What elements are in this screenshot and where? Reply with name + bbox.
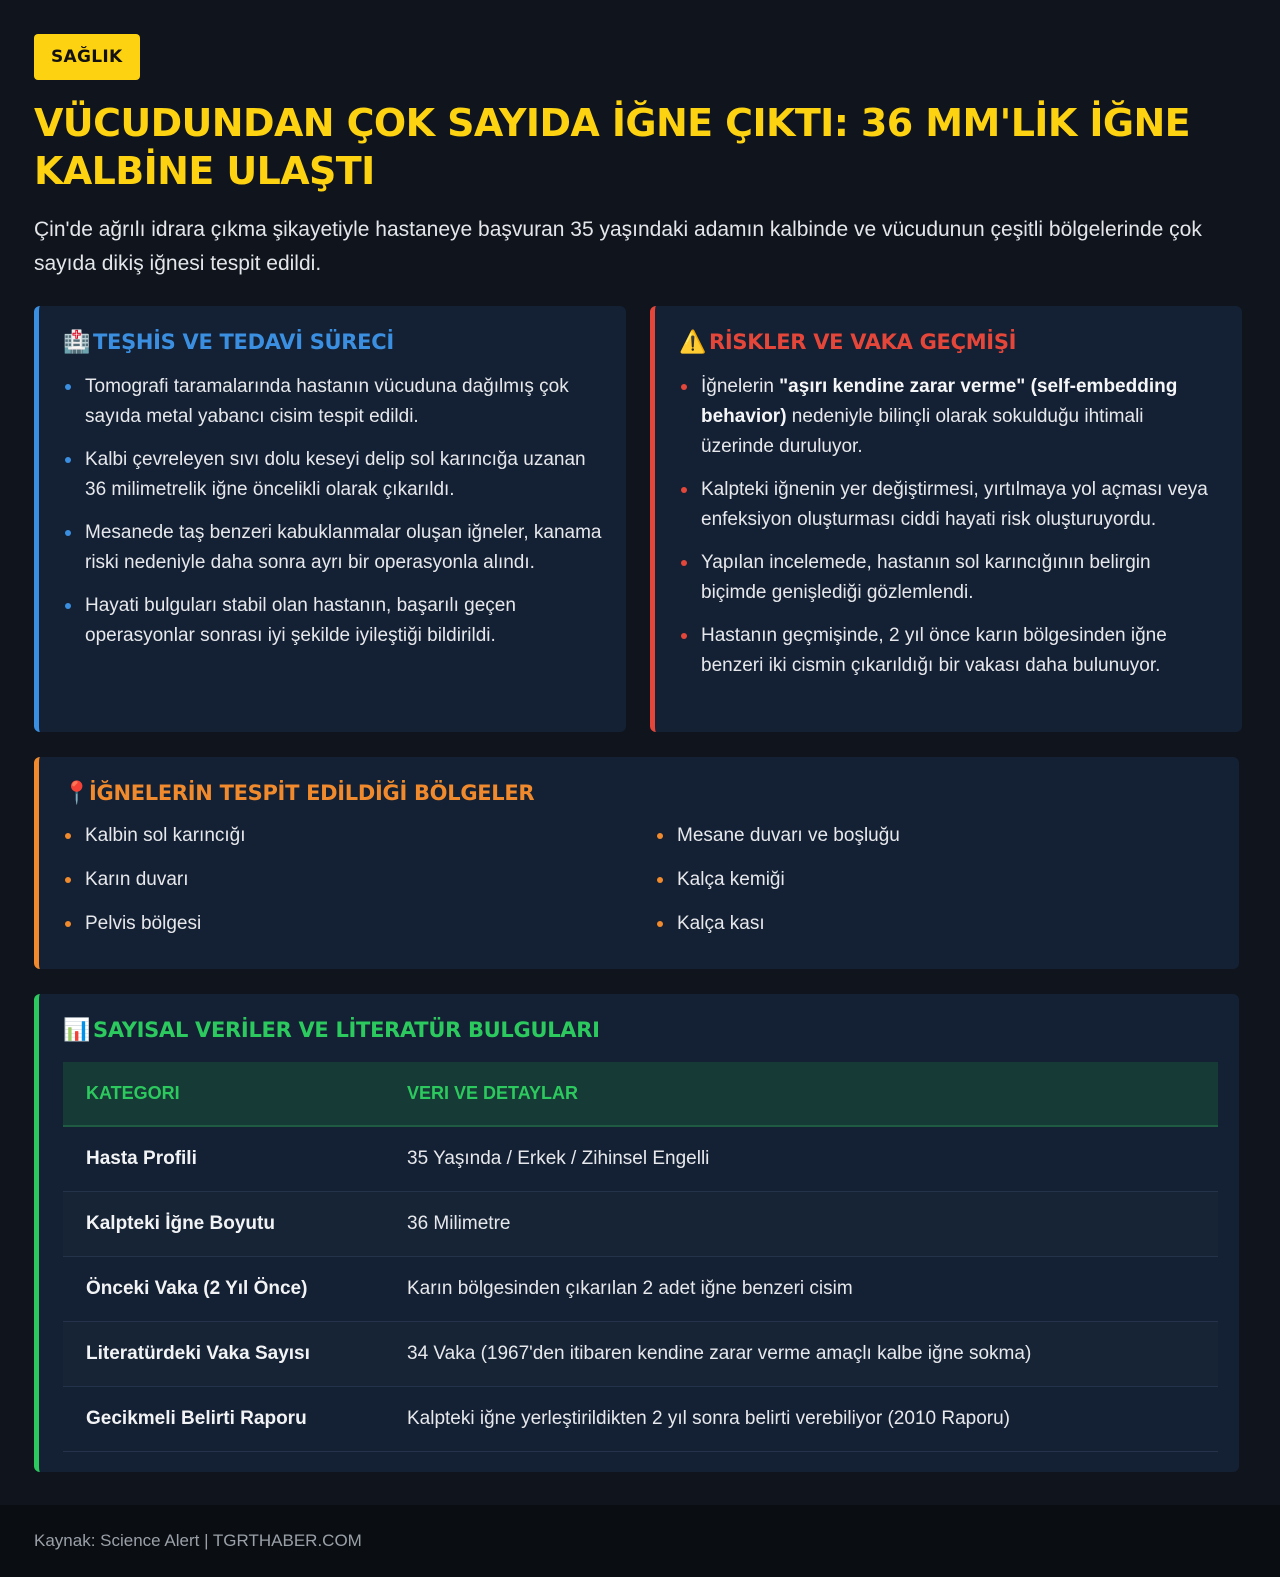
list-item: Kalça kemiği [655, 865, 1215, 895]
row-key: Kalpteki İğne Boyutu [63, 1191, 384, 1256]
row-key: Gecikmeli Belirti Raporu [63, 1386, 384, 1451]
table-row [63, 1256, 1218, 1321]
stats-table [63, 1062, 1218, 1452]
lead-paragraph: Çin'de ağrılı idrara çıkma şikayetiyle hastaneye başvuran 35 yaşındaki adamın kalbinde ve vücudunun çeşitli bölgelerinde çok sayıda dikiş iğnesi tespit edildi. [34, 218, 1202, 275]
risks-list [679, 372, 1220, 681]
info-cards-row [34, 306, 1246, 732]
pin-icon: 📍 [63, 780, 91, 806]
table-row [63, 1386, 1218, 1451]
column-header-category: KATEGORI [63, 1062, 384, 1126]
table-row [63, 1321, 1218, 1386]
warning-icon: ⚠️ [679, 329, 707, 355]
list-item: Pelvis bölgesi [63, 909, 655, 939]
column-header-details: VERI VE DETAYLAR [384, 1062, 1218, 1126]
row-key: Önceki Vaka (2 Yıl Önce) [63, 1256, 384, 1321]
regions-card [34, 757, 1239, 969]
regions-card-title: 📍 İĞNELERİN TESPİT EDİLDİĞİ BÖLGELER [63, 780, 535, 806]
regions-list-left [63, 821, 655, 953]
table-header-row [63, 1062, 1218, 1126]
list-item: Karın duvarı [63, 865, 655, 895]
list-item: Hayati bulguları stabil olan hastanın, başarılı geçen operasyonlar sonrası iyi şekilde iyileştiği bildirildi. [63, 591, 604, 651]
list-item: Mesane duvarı ve boşluğu [655, 821, 1215, 851]
stats-card [34, 994, 1239, 1472]
row-value: Kalpteki iğne yerleştirildikten 2 yıl sonra belirti verebiliyor (2010 Raporu) [384, 1386, 1218, 1451]
row-value: Karın bölgesinden çıkarılan 2 adet iğne benzeri cisim [384, 1256, 1218, 1321]
list-item: Kalpteki iğnenin yer değiştirmesi, yırtılmaya yol açması veya enfeksiyon oluşturması ciddi hayati risk oluşturuyordu. [679, 475, 1220, 535]
list-item: Kalça kası [655, 909, 1215, 939]
source-text: Kaynak: Science Alert | TGRTHABER.COM [34, 1531, 362, 1550]
row-key: Hasta Profili [63, 1126, 384, 1191]
list-item: Yapılan incelemede, hastanın sol karıncığının belirgin biçimde genişlediği gözlemlendi. [679, 548, 1220, 608]
stats-card-title: 📊 SAYISAL VERİLER VE LİTERATÜR BULGULARI [63, 1017, 600, 1043]
page-title: VÜCUDUNDAN ÇOK SAYIDA İĞNE ÇIKTI: 36 MM'LİK İĞNE KALBİNE ULAŞTI [34, 101, 1191, 193]
row-key: Literatürdeki Vaka Sayısı [63, 1321, 384, 1386]
row-value: 36 Milimetre [384, 1191, 1218, 1256]
table-row [63, 1126, 1218, 1191]
list-item: Hastanın geçmişinde, 2 yıl önce karın bölgesinden iğne benzeri iki cismin çıkarıldığı bir vakası daha bulunuyor. [679, 621, 1220, 681]
diagnosis-card-title: 🏥 TEŞHİS VE TEDAVİ SÜRECİ [63, 329, 394, 355]
category-tag: SAĞLIK [34, 34, 140, 80]
diagnosis-card [34, 306, 626, 732]
regions-list-right [655, 821, 1215, 953]
diagnosis-list [63, 372, 604, 651]
regions-grid [63, 821, 1217, 953]
source-footer [0, 1505, 1280, 1577]
row-value: 34 Vaka (1967'den itibaren kendine zarar verme amaçlı kalbe iğne sokma) [384, 1321, 1218, 1386]
list-item: Kalbin sol karıncığı [63, 821, 655, 851]
row-value: 35 Yaşında / Erkek / Zihinsel Engelli [384, 1126, 1218, 1191]
risks-card-title: ⚠️ RİSKLER VE VAKA GEÇMİŞİ [679, 329, 1017, 355]
list-item: Mesanede taş benzeri kabuklanmalar oluşan iğneler, kanama riski nedeniyle daha sonra ayrı bir operasyonla alındı. [63, 518, 604, 578]
risks-card [650, 306, 1242, 732]
table-row [63, 1191, 1218, 1256]
list-item: Tomografi taramalarında hastanın vücuduna dağılmış çok sayıda metal yabancı cisim tespit edildi. [63, 372, 604, 432]
list-item: Kalbi çevreleyen sıvı dolu keseyi delip sol karıncığa uzanan 36 milimetrelik iğne öncelikli olarak çıkarıldı. [63, 445, 604, 505]
list-item: İğnelerin "aşırı kendine zarar verme" (self-embedding behavior) nedeniyle bilinçli olarak sokulduğu ihtimali üzerinde duruluyor. [679, 372, 1220, 462]
hospital-icon: 🏥 [63, 329, 91, 355]
emphasis-text: "aşırı kendine zarar verme" (self-embedding behavior) [701, 376, 1178, 427]
bar-chart-icon: 📊 [63, 1017, 91, 1043]
